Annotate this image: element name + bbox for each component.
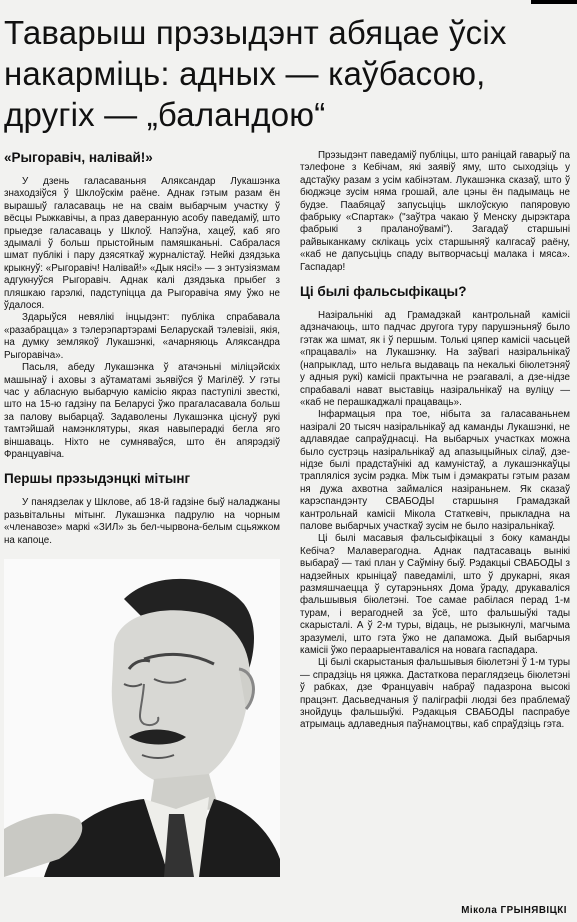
paragraph: Пасьля, абеду Лукашэнка ў атачэньні міліцэйскіх машынаў і аховы з аўтаматамі зьявіўся ў Магілёў. У гэты час у абласную выбарчую камісію якраз паступілі звесткі, што на 15-ю гадзіну па Беларусі ўжо прагаласавала больш за палову выбарцаў. Задаволены Лукашэнка ціснуў рукі тамтэйшай намэнклятуры, якая навыперадкі бегла яго віншаваць. Ніхто не сумняваўся, што ён апярэдзіў Француавіча. <box>4 362 280 460</box>
right-column <box>300 150 570 732</box>
author-first-name: Мікола <box>461 905 498 916</box>
section-heading: Ці былі фальсыфікацы? <box>300 284 467 300</box>
author-signature <box>461 905 567 916</box>
paragraph: Прэзыдэнт паведаміў публіцы, што раніцай гаварыў па тэлефоне з Кебічам, які заявіў яму, што сыходзіць у адстаўку разам з усім кабінэтам. Лукашэнка сказаў, што ў бюджэце зусім няма грошай, але цэны ён падымаць не будзе. Паабяцаў запусьціць шклоўскую папяровую фабрыку «Спартак» ("заўтра чакаю ў Менску дырэктара фабрыкі з праланоўвамі"). Загадаў старшыні райвыканкаму склікаць усіх старшыняў калгасаў раёну, «каб не дапусьціць спаду вытворчасьці малака і мяса». Гаспадар! <box>300 150 570 273</box>
paragraph: Назіральнікі ад Грамадзкай кантрольнай камісіі адзначаюць, што падчас другога туру парушэньняў было гэтак жа шмат, як і ў першым. Толькі цяпер камісіі часьцей «працавалі» на Лукашэнку. На заўвагі назіральнікаў (напрыклад, што нельга выдаваць па некалькі біюлетэняў у адныя рукі) камісіі практычна не рэагавалі, а дзе-нідзе спрабавалі нават выставіць назіральнікаў на вуліцу — «каб не перашкаджалі працаваць». <box>300 310 570 408</box>
paragraph: Інфармацыя пра тое, нібыта за галасаваньнем назіралі 20 тысяч назіральнікаў ад каманды Лукашэнкі, не адлавядае сапраўднасці. На выбарчых участках можна было сустрэць назіральнікаў ад апазыцыйных сілаў, дзе-нідзе былі прадстаўнікі ад камуністаў, а лукашэнкаўцы трапляліся зусім рэдка. Між тым і дэмакраты гэтым разам ня дужа ахвотна займаліся назіраньнем. Як сказаў карэспандэнту СВАБОДЫ старшыня Грамадзкай кантрольнай камісіі Мікола Статкевіч, прыкладна на палове выбарчых участкаў зусім не было назіральнікаў. <box>300 409 570 532</box>
section-heading: Першы прэзыдэнцкі мітынг <box>4 471 191 487</box>
subheading: «Рыгоравіч, налівай!» <box>4 150 153 165</box>
paragraph: Ці былі скарыстаныя фальшывыя біюлетэні ў 1-м туры — спрадзіць ня цяжка. Дастаткова пераглядзець біюлетэні ў рабках, дзе Француавіч набраў падазрона высокі працэнт. Дасьведчаныя ў паліграфіі людзі без праблемаў знойдуць фальшыўкі. Рэдакцыя СВАБОДЫ паспрабуе атрымаць адлаведныя паўнамоцтвы, каб спраўдзіць гэта. <box>300 657 570 731</box>
paragraph: Ці былі масавыя фальсыфікацыі з боку каманды Кебіча? Малаверагодна. Аднак падтасаваць вынікі выбараў — такі план у Саўміну быў. Рэдакцыі СВАБОДЫ з надзейных крыніцаў паведамілі, што ў друкарні, якая размяшчаецца ў сутарэньнях Дома ўраду, друкаваліся фальшывыя біюлетэні. Тое самае рабілася перад 1-м турам, і верагодней за ўсё, што фальшыўкі тады скарысталі. А ў 2-м туры, відаць, не рызыкнулі, магчыма зразумелі, што гэта ўжо не дапаможа. Дый выбарчыя камісіі ўжо пераарыентаваліся на новага гаспадара. <box>300 533 570 657</box>
paragraph: У панядзелак у Шклове, аб 18-й гадзіне быў наладжаны разьвітальны мітынг. Лукашэнка падрулю на чорным «членавозе» маркі «ЗИЛ» зь бел-чырвона-белым сцьяжком на капоце. <box>4 497 280 546</box>
article-headline: Таварыш прэзыдэнт абяцае ўсіх накарміць: адных — каўбасою, другіх — „баландою“ <box>4 14 507 133</box>
portrait-photo <box>4 559 280 877</box>
left-column <box>4 150 280 877</box>
page-corner-mark <box>531 0 577 4</box>
paragraph: Здарыўся невялікі інцыдэнт: публіка спрабавала «разабрацца» з тэлерэпартэрамі Беларускай тэлевізіі, якія, на думку землякоў Лукашэнкі, «ачарняюць Аляксандра Рыгоравіча». <box>4 312 280 361</box>
author-last-name: ГРЫНЯВІЦКІ <box>500 905 567 916</box>
paragraph: У дзень галасаваньня Аляксандар Лукашэнка знаходзіўся ў Шклоўскім раёне. Аднак гэтым разам ён вырашыў галасаваць не на сваім выбарчым участку ў вёсцы Рыжкавічы, а праз даверанную асобу паведаміў, што прыедзе галасаваць у Шклоў. Напэўна, хацеў, каб яго здымалі ў больш прыстойным памяшканьні. Сабралася шмат публікі і пару дзясяткаў журналістаў. Нейкі дзядзька крыкнуў: «Рыгоравіч! Налівай!» «Дык нясі!» — з энтузіязмам адгукнуўся Рыгоравіч. Аднак калі дзядзька прыбег з пляшкаю гарэлкі, падступіцца да Рыгоравіча яму ўжо не ўдалося. <box>4 176 280 312</box>
